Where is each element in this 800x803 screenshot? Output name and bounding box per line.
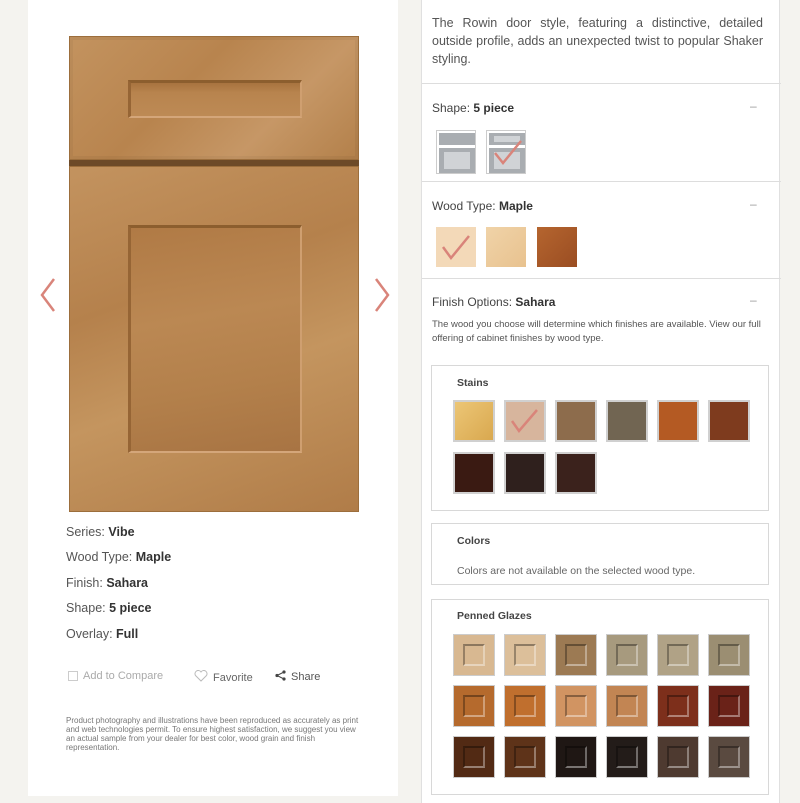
next-arrow-icon[interactable]	[370, 275, 394, 315]
wood-option-2[interactable]	[486, 227, 526, 267]
heart-icon	[194, 670, 208, 685]
finish-collapse-icon[interactable]: –	[750, 293, 757, 307]
shape-option-5-piece[interactable]	[486, 130, 526, 174]
wood-option-maple[interactable]	[436, 227, 476, 267]
finish-description: The wood you choose will determine which finishes are available. View our full offering of cabinet finishes by wood type.	[432, 319, 761, 344]
shape-option-slab[interactable]	[436, 130, 476, 174]
penned-glazes-box	[431, 599, 769, 795]
wood-collapse-icon[interactable]: –	[750, 197, 757, 211]
spec-series: Series: Vibe	[66, 525, 135, 539]
wood-option-3[interactable]	[537, 227, 577, 267]
glaze-swatch[interactable]	[453, 634, 495, 676]
door-front	[69, 166, 359, 512]
stain-swatch[interactable]	[453, 452, 495, 494]
spec-overlay: Overlay: Full	[66, 626, 139, 641]
penned-glazes-title: Penned Glazes	[457, 610, 532, 622]
disclaimer-text: Product photography and illustrations have been reproduced as accurately as print and web technologies permit. To ensure highest satisfaction, we suggest you view an actual sample from your dealer for best color, wood grain and finish representation.	[66, 716, 359, 752]
glaze-swatch[interactable]	[504, 736, 546, 778]
stain-swatch[interactable]	[657, 400, 699, 442]
door-description: The Rowin door style, featuring a distinctive, detailed outside profile, adds an unexpected twist to popular Shaker styling.	[432, 16, 763, 66]
glaze-swatch[interactable]	[555, 736, 597, 778]
compare-checkbox[interactable]	[68, 671, 78, 681]
share-icon	[275, 670, 286, 684]
glaze-swatch[interactable]	[606, 736, 648, 778]
product-specs	[66, 522, 171, 649]
glaze-swatch[interactable]	[555, 685, 597, 727]
share-button[interactable]: Share	[275, 670, 320, 684]
colors-title: Colors	[457, 535, 491, 547]
spec-wood-type: Wood Type: Maple	[66, 550, 172, 565]
door-drawer-front	[69, 36, 359, 160]
stain-swatch[interactable]	[555, 452, 597, 494]
glaze-swatch[interactable]	[657, 634, 699, 676]
stains-title: Stains	[457, 377, 489, 389]
glaze-swatch[interactable]	[708, 736, 750, 778]
stain-swatch[interactable]	[708, 400, 750, 442]
stain-swatch[interactable]	[555, 400, 597, 442]
stain-swatch[interactable]	[606, 400, 648, 442]
stain-swatch-selected[interactable]	[504, 400, 546, 442]
glaze-swatch[interactable]	[504, 634, 546, 676]
previous-arrow-icon[interactable]	[36, 275, 60, 315]
glaze-swatch[interactable]	[657, 736, 699, 778]
glaze-swatch[interactable]	[606, 634, 648, 676]
colors-unavailable-text: Colors are not available on the selected wood type.	[457, 565, 696, 577]
wood-section-title: Wood Type: Maple	[432, 199, 533, 213]
glaze-swatch[interactable]	[708, 685, 750, 727]
stain-swatch[interactable]	[453, 400, 495, 442]
spec-shape: Shape: 5 piece	[66, 601, 152, 616]
favorite-button[interactable]: Favorite	[194, 670, 253, 685]
door-image	[69, 36, 359, 512]
options-panel	[421, 0, 780, 803]
glaze-swatch[interactable]	[606, 685, 648, 727]
colors-box	[431, 523, 769, 585]
shape-collapse-icon[interactable]: –	[750, 99, 757, 113]
finish-section-title: Finish Options: Sahara	[432, 295, 556, 309]
glaze-swatch[interactable]	[555, 634, 597, 676]
glaze-swatch[interactable]	[453, 685, 495, 727]
glaze-swatch[interactable]	[453, 736, 495, 778]
add-to-compare[interactable]: Add to Compare	[68, 670, 163, 682]
glaze-swatch[interactable]	[657, 685, 699, 727]
stains-box	[431, 365, 769, 511]
spec-finish: Finish: Sahara	[66, 575, 149, 590]
stain-swatch[interactable]	[504, 452, 546, 494]
shape-section-title: Shape: 5 piece	[432, 101, 515, 115]
glaze-swatch[interactable]	[708, 634, 750, 676]
glaze-swatch[interactable]	[504, 685, 546, 727]
